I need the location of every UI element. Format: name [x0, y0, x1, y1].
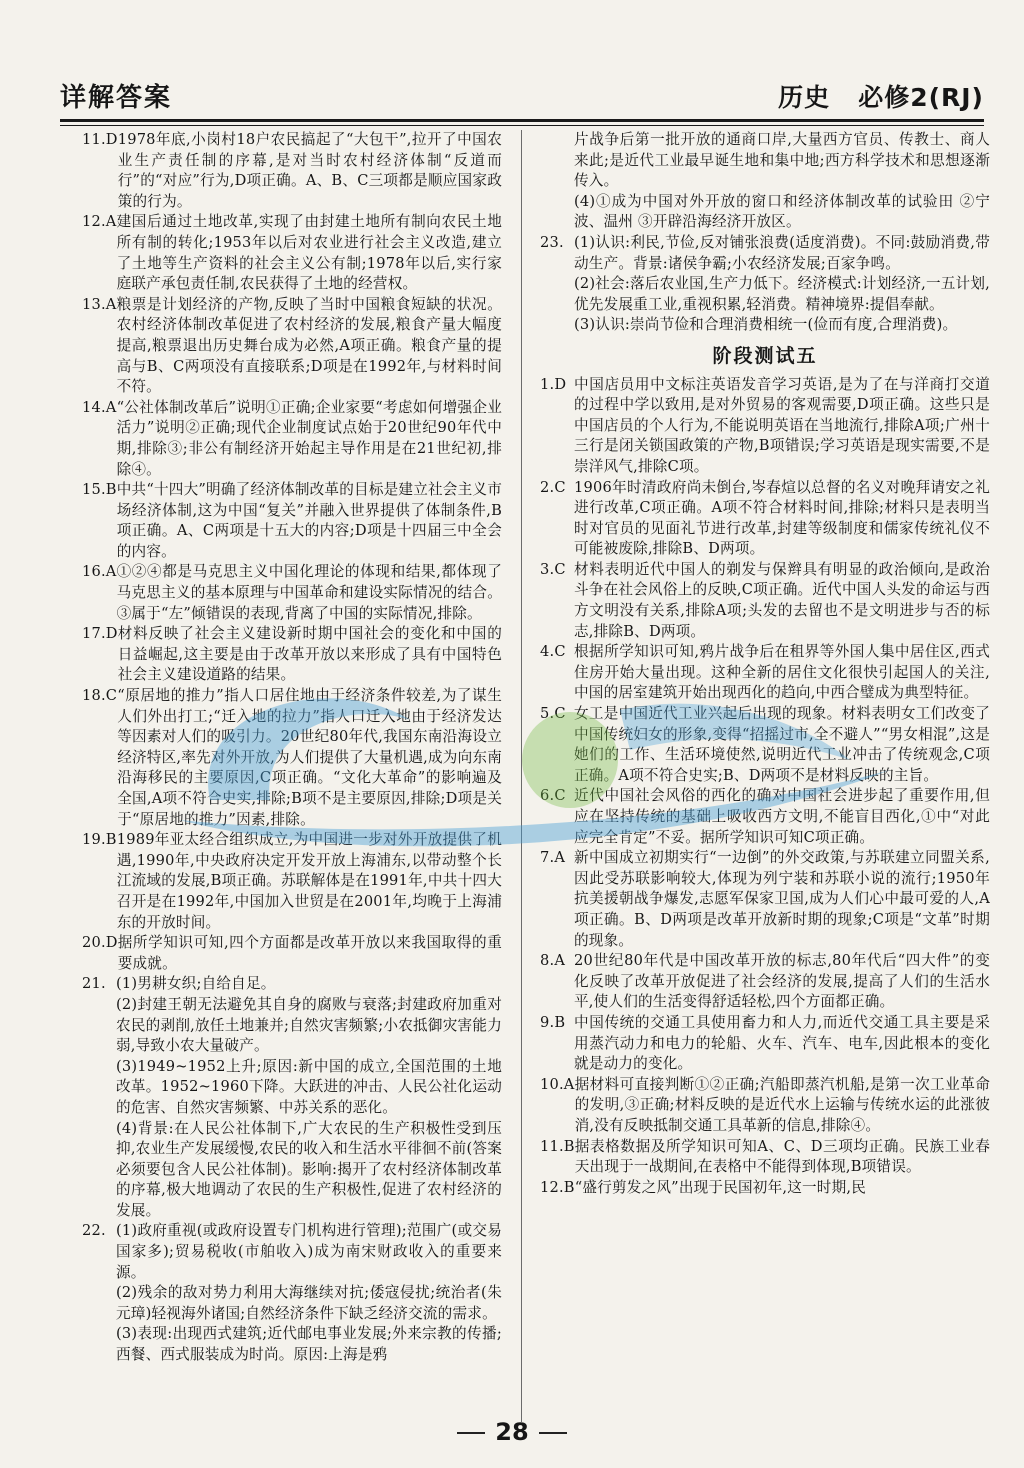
- answer-item: [540, 560, 990, 642]
- answer-number: 16.A: [82, 563, 117, 581]
- answer-item: [82, 686, 502, 830]
- answer-item: [540, 951, 990, 1013]
- column-divider: [521, 130, 522, 1422]
- answer-text: 据材料可直接判断①②正确;汽船即蒸汽机船,是第一次工业革命的发明,③正确;材料反映的是近代水上运输与传统水运的此涨彼消,没有反映抵制交通工具革新的信息,排除④。: [574, 1075, 990, 1134]
- answer-item: [540, 375, 990, 478]
- answer-subpart: (4)背景:在人民公社体制下,广大农民的生产积极性受到压抑,农业生产发展缓慢,农民的收入和生活水平徘徊不前(答案必须要包含人民公社体制)。影响:揭开了农村经济体制改革的序幕,极大地调动了农民的生产积极性,促进了农村经济的发展。: [116, 1119, 502, 1219]
- answer-subpart: (3)1949~1952上升;原因:新中国的成立,全国范围的土地改革。1952~1960下降。大跃进的冲击、人民公社化运动的危害、自然灾害频繁、中苏关系的恶化。: [116, 1057, 502, 1116]
- answer-text: (1)男耕女织;自给自足。: [116, 975, 276, 993]
- answer-number: 14.A: [82, 398, 117, 416]
- answer-number: 22.: [82, 1222, 106, 1240]
- answer-item: [540, 1137, 990, 1178]
- answer-text: “盛行剪发之风”出现于民国初年,这一时期,民: [574, 1178, 867, 1196]
- answer-number: 17.D: [82, 625, 118, 643]
- right-items-prev: [540, 233, 990, 336]
- answer-number: 5.C: [540, 705, 566, 723]
- answer-item: [82, 398, 502, 480]
- answer-item: [82, 130, 502, 212]
- answer-text: 材料反映了社会主义建设新时期中国社会的变化和中国的日益崛起,这主要是由于改革开放以来形成了具有中国特色社会主义建设道路的结果。: [117, 625, 502, 684]
- answer-number: 3.C: [540, 560, 566, 578]
- answer-text: 新中国成立初期实行“一边倒”的外交政策,与苏联建立同盟关系,因此受苏联影响较大,体现为列宁装和苏联小说的流行;1950年抗美援朝战争爆发,志愿军保家卫国,成为人们心中最可爱的人,A项正确。B、D两项是改革开放新时期的现象;C项是“文革”时期的现象。: [574, 849, 990, 949]
- answer-number: 13.A: [82, 295, 117, 313]
- answer-text: 1978年底,小岗村18户农民搞起了“大包干”,拉开了中国农业生产责任制的序幕,是对当时农村经济体制“反道而行”的“对应”行为,D项正确。A、B、C三项都是顺应国家政策的行为。: [117, 131, 502, 210]
- answer-number: 6.C: [540, 787, 566, 805]
- answer-item: [82, 1221, 502, 1283]
- answer-item: [82, 480, 502, 562]
- page-footer: [0, 1418, 1024, 1446]
- answer-number: 19.B: [82, 831, 117, 849]
- footer-dash-left: [457, 1432, 485, 1434]
- continued-text: 片战争后第一批开放的通商口岸,大量西方官员、传教士、商人来此;是近代工业最早诞生地和集中地;西方科学技术和思想逐渐传入。: [574, 131, 990, 190]
- header-course: 必修2(RJ): [858, 83, 984, 112]
- right-items-stage5: [540, 375, 990, 1199]
- answer-number: 11.D: [82, 131, 118, 148]
- right-column: [540, 130, 990, 1198]
- answer-number: 15.B: [82, 481, 117, 499]
- answer-text: “原居地的推力”指人口居住地由于经济条件较差,为了谋生人们外出打工;“迁入地的拉力”指人口迁入地由于经济发达等因素对人们的吸引力。20世纪80年代,我国东南沿海设立经济特区,率先对外开放,为人们提供了大量机遇,成为向东南沿海移民的主要原因,C项正确。“文化大革命”的影响遍及全国,A项不符合史实,排除;B项不是主要原因,排除;D项是关于“原居地的推力”因素,排除。: [117, 687, 502, 828]
- answer-text: 建国后通过土地改革,实现了由封建土地所有制向农民土地所有制的转化;1953年以后对农业进行社会主义改造,建立了土地等生产资料的社会主义公有制;1978年以后,实行家庭联产承包责任制,农民获得了土地的经营权。: [116, 213, 502, 293]
- answer-number: 4.C: [540, 643, 566, 661]
- answer-text: 1989年亚太经合组织成立,为中国进一步对外开放提供了机遇,1990年,中央政府决定开发开放上海浦东,以带动整个长江流域的发展,B项正确。苏联解体是在1991年,中共十四大召开是在1992年,中国加入世贸是在2001年,均晚于上海浦东的开放时间。: [116, 831, 502, 931]
- page-number: 28: [495, 1418, 529, 1446]
- right-continuation: [540, 130, 990, 233]
- answer-text: 近代中国社会风俗的西化的确对中国社会进步起了重要作用,但应在坚持传统的基础上吸收西方文明,不能盲目西化,①中“对此应完全肯定”不妥。据所学知识可知C项正确。: [574, 787, 990, 846]
- answer-item: [540, 1013, 990, 1075]
- header-rule-thin: [60, 125, 984, 126]
- answer-number: 9.B: [540, 1013, 566, 1031]
- answer-item: [82, 830, 502, 933]
- answer-text: 材料表明近代中国人的剃发与保辫具有明显的政治倾向,是政治斗争在社会风俗上的反映,C项正确。近代中国人头发的命运与西方文明没有关系,排除A项;头发的去留也不是文明进步与否的标志,排除B、D两项。: [574, 560, 990, 640]
- header-title: 详解答案: [60, 83, 173, 113]
- answer-item: [540, 1075, 990, 1137]
- answer-text: 据表格数据及所学知识可知A、C、D三项均正确。民族工业春天出现于一战期间,在表格中不能得到体现,B项错误。: [574, 1137, 990, 1176]
- answer-subpart: (3)认识:崇尚节俭和合理消费相统一(俭而有度,合理消费)。: [574, 316, 958, 334]
- header-subject-course: [778, 78, 984, 114]
- answer-number: 10.A: [540, 1075, 575, 1093]
- answer-item: [82, 974, 502, 995]
- answer-number: 11.B: [540, 1137, 575, 1155]
- answer-number: 20.D: [82, 934, 118, 952]
- answer-number: 23.: [540, 233, 564, 251]
- answer-text: (1)政府重视(或政府设置专门机构进行管理);范围广(或交易国家多);贸易税收(市舶收入)成为南宋财政收入的重要来源。: [116, 1222, 502, 1281]
- answer-item: [540, 704, 990, 786]
- answer-item: [540, 1178, 990, 1199]
- answer-item: [540, 848, 990, 951]
- answer-item: [82, 933, 502, 974]
- answer-text: ①②④都是马克思主义中国化理论的体现和结果,都体现了马克思主义的基本原理与中国革命和建设实际情况的结合。③属于“左”倾错误的表现,背离了中国的实际情况,排除。: [116, 563, 502, 622]
- answer-subpart: (2)残余的敌对势力利用大海继续对抗;倭寇侵扰;统治者(朱元璋)轻视海外诸国;自然经济条件下缺乏经济交流的需求。: [116, 1284, 502, 1322]
- left-column: [82, 130, 502, 1366]
- answer-text: 据所学知识可知,四个方面都是改革开放以来我国取得的重要成就。: [117, 934, 502, 972]
- answer-item: [540, 478, 990, 560]
- answer-text: 中国传统的交通工具使用畜力和人力,而近代交通工具主要是采用蒸汽动力和电力的轮船、火车、汽车、电车,因此根本的变化就是动力的变化。: [574, 1013, 990, 1073]
- answer-subpart: (2)社会:落后农业国,生产力低下。经济模式:计划经济,一五计划,优先发展重工业,重视积累,轻消费。精神境界:提倡奉献。: [574, 275, 990, 313]
- answer-number: 1.D: [540, 375, 567, 393]
- answer-text: (1)认识:利民,节俭,反对铺张浪费(适度消费)。不同:鼓励消费,带动生产。背景:诸侯争霸;小农经济发展;百家争鸣。: [574, 233, 990, 272]
- answer-number: 21.: [82, 975, 106, 993]
- header-subject: 历史: [778, 83, 831, 112]
- answer-item: [540, 642, 990, 704]
- answer-number: 12.A: [82, 213, 117, 231]
- answer-number: 12.B: [540, 1178, 575, 1196]
- answer-item: [540, 786, 990, 848]
- answer-item: [540, 233, 990, 274]
- answer-text: 中共“十四大”明确了经济体制改革的目标是建立社会主义市场经济体制,这为中国“复关”并融入世界提供了体制条件,B项正确。A、C两项是十五大的内容;D项是十四届三中全会的内容。: [116, 481, 502, 560]
- continued-text: (4)①成为中国对外开放的窗口和经济体制改革的试验田 ②宁波、温州 ③开辟沿海经济开放区。: [574, 192, 990, 231]
- answer-text: 中国店员用中文标注英语发音学习英语,是为了在与洋商打交道的过程中学以致用,是对外贸易的客观需要,D项正确。这些只是中国店员的个人行为,不能说明英语在当地流行,排除A项;广州十三行是闭关锁国政策的产物,B项错误;学习英语是现实需要,不是崇洋风气,排除C项。: [574, 375, 990, 475]
- answer-text: 女工是中国近代工业兴起后出现的现象。材料表明女工们改变了中国传统妇女的形象,变得“招摇过市,全不避人”“男女相混”,这是她们的工作、生活环境使然,说明近代工业冲击了传统观念,C项正确。A项不符合史实;B、D两项不是材料反映的主旨。: [574, 705, 990, 784]
- answer-item: [82, 562, 502, 624]
- answer-text: 根据所学知识可知,鸦片战争后在租界等外国人集中居住区,西式住房开始大量出现。这种全新的居住文化很快引起国人的关注,中国的居室建筑开始出现西化的趋向,中西合璧成为典型特征。: [574, 643, 990, 702]
- answer-number: 2.C: [540, 478, 566, 496]
- answer-item: [82, 624, 502, 686]
- answer-text: 1906年时清政府尚未倒台,岑春煊以总督的名义对晚拜请安之礼进行改革,C项正确。A项不符合材料时间,排除;材料只是表明当时对官员的见面礼节进行改革,封建等级制度和儒家传统礼仪不可能被废除,排除B、D两项。: [574, 478, 990, 558]
- answer-text: 粮票是计划经济的产物,反映了当时中国粮食短缺的状况。农村经济体制改革促进了农村经济的发展,粮食产量大幅度提高,粮票退出历史舞台成为必然,A项正确。粮食产量的提高与B、C两项没有直接联系;D项是在1992年,与材料时间不符。: [116, 295, 502, 396]
- answer-number: 8.A: [540, 952, 566, 970]
- section-title: 阶段测试五: [712, 344, 818, 367]
- answer-number: 7.A: [540, 849, 566, 867]
- page-header: [60, 70, 984, 122]
- footer-dash-right: [539, 1432, 567, 1434]
- answer-number: 18.C: [82, 687, 118, 705]
- answer-item: [82, 212, 502, 294]
- answer-text: “公社体制改革后”说明①正确;企业家要“考虑如何增强企业活力”说明②正确;现代企业制度试点始于20世纪90年代中期,排除③;非公有制经济开始起主导作用是在21世纪初,排除④。: [116, 398, 502, 478]
- answer-item: [82, 295, 502, 398]
- answer-subpart: (3)表现:出现西式建筑;近代邮电事业发展;外来宗教的传播;西餐、西式服装成为时尚。原因:上海是鸦: [116, 1325, 502, 1364]
- answer-subpart: (2)封建王朝无法避免其自身的腐败与衰落;封建政府加重对农民的剥削,放任土地兼并;自然灾害频繁;小农抵御灾害能力弱,导致小农大量破产。: [116, 995, 502, 1055]
- answer-text: 20世纪80年代是中国改革开放的标志,80年代后“四大件”的变化反映了改革开放促进了社会经济的发展,提高了人们的生活水平,使人们的生活变得舒适轻松,四个方面都正确。: [574, 952, 990, 1011]
- header-rule: [60, 119, 984, 122]
